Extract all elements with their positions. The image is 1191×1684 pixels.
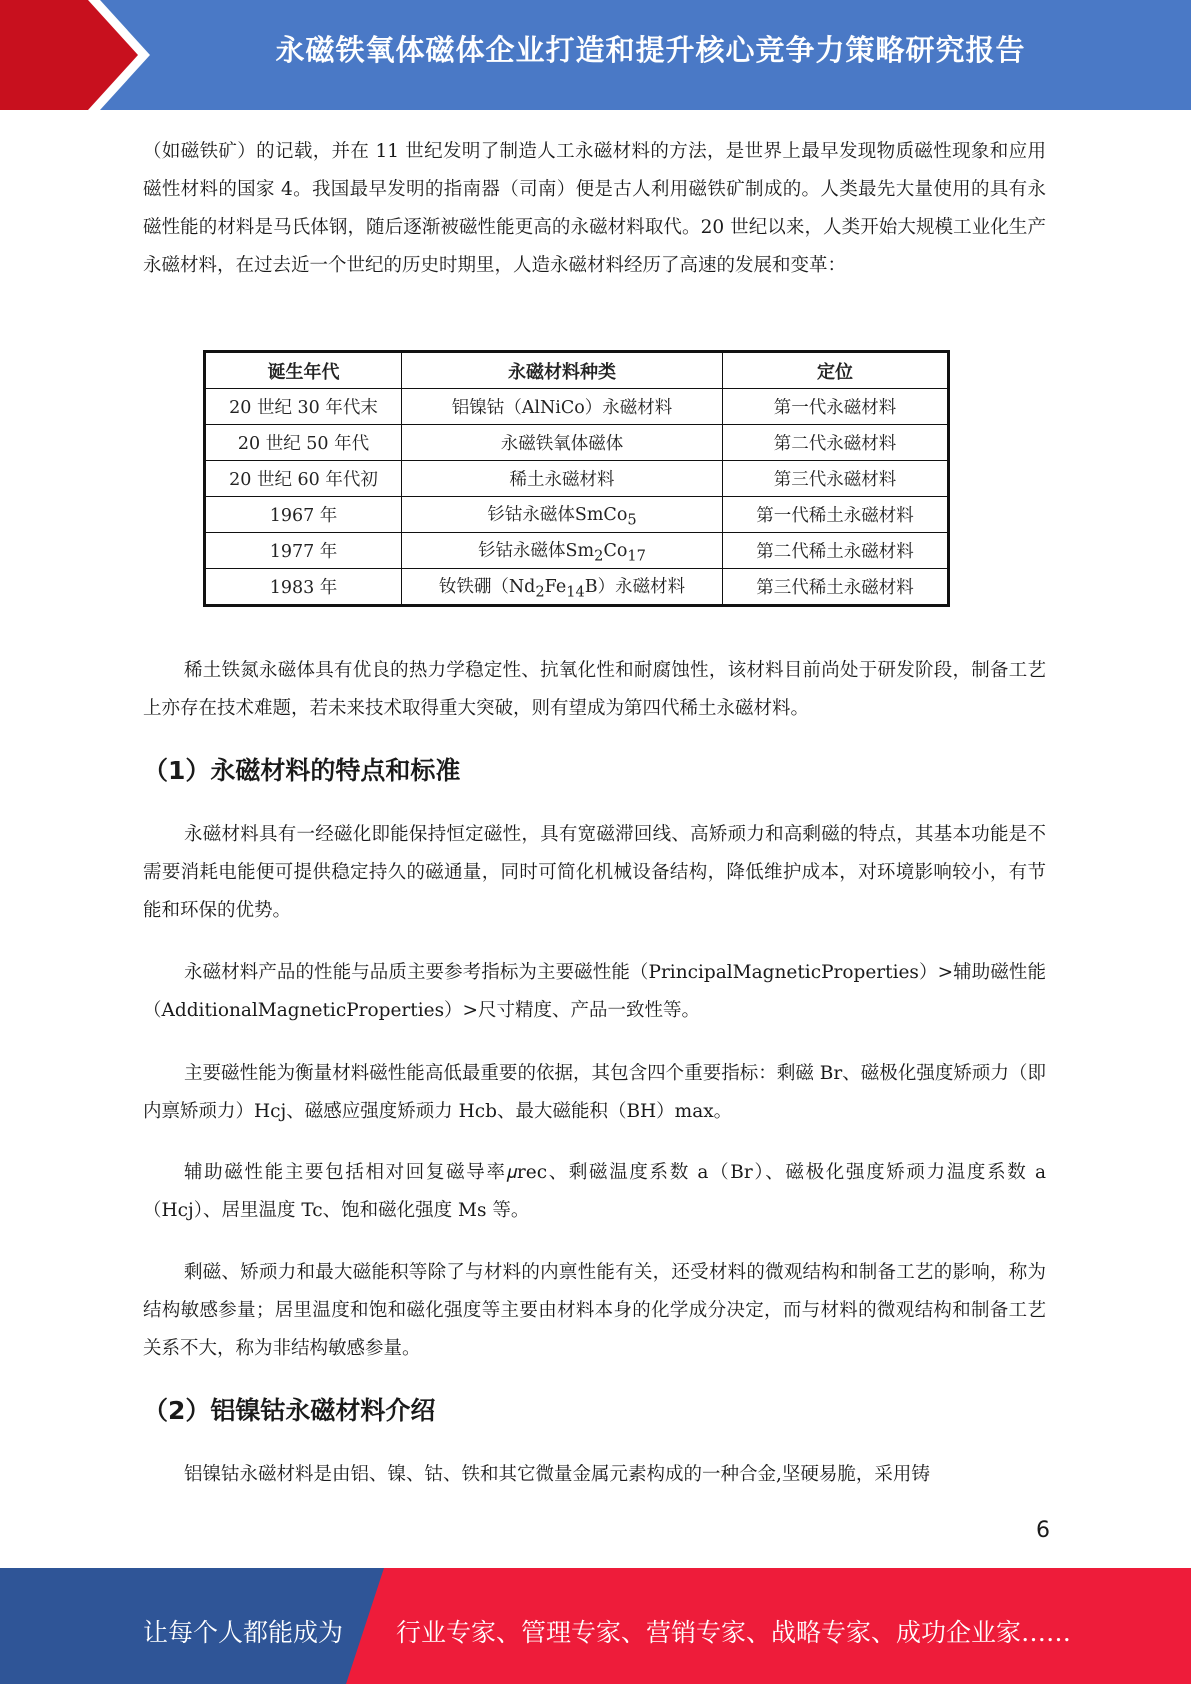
header-title: 永磁铁氧体磁体企业打造和提升核心竞争力策略研究报告 (275, 33, 1026, 67)
table-row (205, 461, 949, 497)
footer-slogan-left: 让每个人都能成为 (143, 1618, 344, 1647)
table-row (205, 389, 949, 425)
paragraph-rare-earth: 稀土铁氮永磁体具有优良的热力学稳定性、抗氧化性和耐腐蚀性，该材料目前尚处于研发阶段，制备工艺上亦存在技术难题，若未来技术取得重大突破，则有望成为第四代稀土永磁材料。 (143, 660, 1046, 719)
table-cell-era: 20 世纪 60 年代初 (205, 461, 402, 497)
material-text: Co (603, 540, 628, 561)
paragraph-sensitivity: 剩磁、矫顽力和最大磁能积等除了与材料的内禀性能有关，还受材料的微观结构和制备工艺的影响，称为结构敏感参量；居里温度和饱和磁化强度等主要由材料本身的化学成分决定，而与材料的微观结构和制备工艺关系不大，称为非结构敏感参量。 (143, 1262, 1046, 1359)
paragraph-aux-properties: 辅助磁性能主要包括相对回复磁导率𝜇rec、剩磁温度系数 a（Br）、磁极化强度矫顽力温度系数 a（Hcj）、居里温度 Tc、饱和磁化强度 Ms 等。 (143, 1162, 1046, 1221)
material-subscript: 17 (627, 547, 646, 565)
table-cell-era: 1977 年 (205, 533, 402, 569)
paragraph-main-properties: 主要磁性能为衡量材料磁性能高低最重要的依据，其包含四个重要指标：剩磁 Br、磁极化强度矫顽力（即内禀矫顽力）Hcj、磁感应强度矫顽力 Hcb、最大磁能积（BH）max。 (143, 1063, 1046, 1122)
table-cell-position: 第三代稀土永磁材料 (723, 569, 949, 606)
table-cell-position: 第一代永磁材料 (723, 389, 949, 425)
table-cell-material (402, 497, 723, 533)
table-header-position: 定位 (723, 352, 949, 389)
material-text: 钕铁硼（Nd (438, 576, 536, 597)
page-number: 6 (1036, 1518, 1050, 1543)
paragraph-indicators: 永磁材料产品的性能与品质主要参考指标为主要磁性能（PrincipalMagneticProperties）>辅助磁性能（AdditionalMagneticProperties）>尺寸精度、产品一致性等。 (143, 962, 1046, 1021)
material-text: Fe (544, 576, 567, 597)
page-header (0, 0, 1191, 110)
material-subscript: 2 (594, 547, 604, 565)
table-cell-material: 铝镍钴（AlNiCo）永磁材料 (402, 389, 723, 425)
table-cell-era: 1983 年 (205, 569, 402, 606)
section-heading-1: （1）永磁材料的特点和标准 (143, 756, 461, 785)
table-cell-era: 20 世纪 30 年代末 (205, 389, 402, 425)
material-text: B）永磁材料 (584, 576, 686, 597)
table-cell-position: 第三代永磁材料 (723, 461, 949, 497)
table-cell-era: 1967 年 (205, 497, 402, 533)
intro-paragraph: （如磁铁矿）的记载，并在 11 世纪发明了制造人工永磁材料的方法，是世界上最早发现物质磁性现象和应用磁性材料的国家 4。我国最早发明的指南器（司南）便是古人利用磁铁矿制成的。人类最先大量使用的具有永磁性能的材料是马氏体钢，随后逐渐被磁性能更高的永磁材料取代。20 世纪以来，人类开始大规模工业化生产永磁材料，在过去近一个世纪的历史时期里，人造永磁材料经历了高速的发展和变革： (143, 141, 1046, 276)
footer-slogan-right: 行业专家、管理专家、营销专家、战略专家、成功企业家…… (396, 1618, 1072, 1647)
page-footer (0, 1568, 1191, 1684)
table-row (205, 569, 949, 606)
table-row (205, 497, 949, 533)
section-heading-2: （2）铝镍钴永磁材料介绍 (143, 1396, 436, 1425)
table-header-row (205, 352, 949, 389)
material-subscript: 2 (535, 583, 545, 601)
paragraph-alnico: 铝镍钴永磁材料是由铝、镍、钴、铁和其它微量金属元素构成的一种合金,坚硬易脆，采用铸 (184, 1464, 930, 1485)
table-row (205, 533, 949, 569)
paragraph-features: 永磁材料具有一经磁化即能保持恒定磁性，具有宽磁滞回线、高矫顽力和高剩磁的特点，其基本功能是不需要消耗电能便可提供稳定持久的磁通量，同时可简化机械设备结构，降低维护成本，对环境影响较小，有节能和环保的优势。 (143, 824, 1046, 921)
table-cell-position: 第二代稀土永磁材料 (723, 533, 949, 569)
table-cell-position: 第二代永磁材料 (723, 425, 949, 461)
table-cell-material: 稀土永磁材料 (402, 461, 723, 497)
table-header-material: 永磁材料种类 (402, 352, 723, 389)
material-subscript: 14 (566, 583, 585, 601)
material-text: 钐钴永磁体SmCo (487, 504, 628, 525)
material-text: 钐钴永磁体Sm (478, 540, 595, 561)
table-cell-material (402, 533, 723, 569)
magnet-history-table (203, 350, 950, 607)
table-cell-era: 20 世纪 50 年代 (205, 425, 402, 461)
table-header-era: 诞生年代 (205, 352, 402, 389)
material-subscript: 5 (627, 511, 637, 529)
table-cell-material (402, 569, 723, 606)
table-cell-position: 第一代稀土永磁材料 (723, 497, 949, 533)
table-row (205, 425, 949, 461)
table-cell-material: 永磁铁氧体磁体 (402, 425, 723, 461)
